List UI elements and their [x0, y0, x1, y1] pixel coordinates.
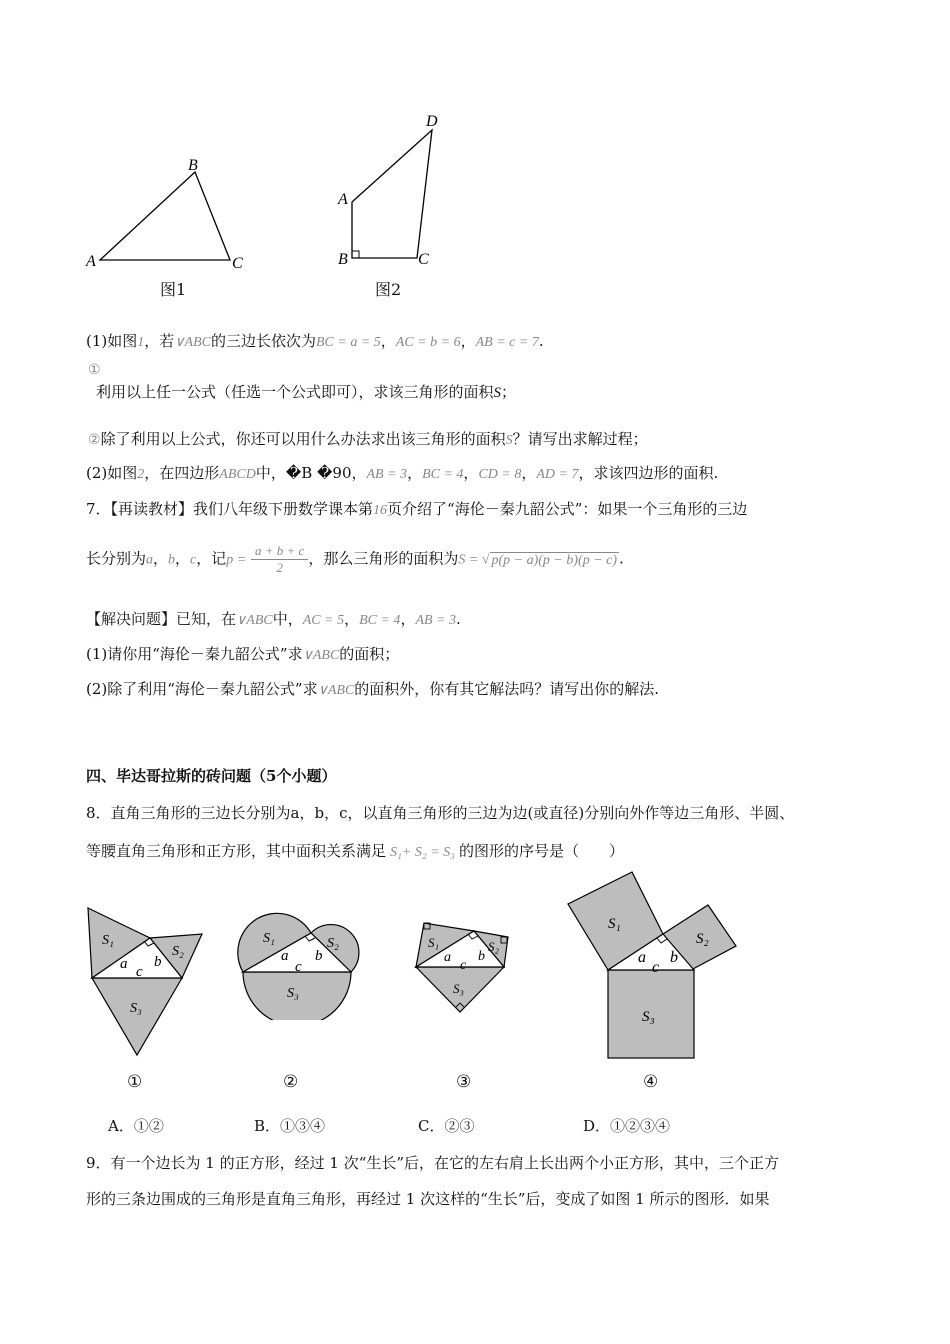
fig2-caption: 图2	[375, 280, 402, 299]
fig1-vertex-a: A	[86, 253, 96, 270]
p7-question-1: (1)请你用“海伦－秦九韶公式”求∨ABC的面积；	[86, 645, 400, 663]
p8-figure-2	[235, 905, 360, 1020]
svg-text:a: a	[638, 949, 646, 966]
p8-figure-4	[560, 866, 745, 1066]
section-4-heading: 四、毕达哥拉斯的砖问题（5个小题）	[86, 767, 337, 785]
fig1-caption: 图1	[160, 280, 187, 299]
fig2-vertex-b: B	[338, 251, 348, 268]
svg-text:c: c	[136, 964, 143, 980]
p6-sub2: ②除了利用以上公式，你还可以用什么办法求出该三角形的面积S？请写出求解过程；	[88, 430, 648, 448]
p8-figure-4-label: ④	[643, 1072, 659, 1092]
p6-question-1: (1)如图1，若∨ABC的三边长依次为BC = a = 5，AC = b = 6，AB = c = 7.	[86, 332, 544, 350]
svg-text:c: c	[652, 959, 660, 976]
p7-line-1: 7．【再读教材】我们八年级下册数学课本第16页介绍了“海伦－秦九韶公式”：如果一个三角形的三边	[86, 500, 748, 518]
fig2-vertex-a: A	[338, 191, 348, 208]
fig2-vertex-d: D	[426, 113, 438, 130]
svg-text:S₁: S₁	[263, 931, 275, 946]
p6-sub1: 利用以上任一公式（任选一个公式即可），求该三角形的面积S；	[96, 383, 517, 401]
svg-text:b: b	[478, 949, 485, 964]
svg-text:b: b	[670, 949, 678, 966]
p6-question-2: (2)如图2，在四边形ABCD中，�B �90，AB = 3，BC = 4，CD = 8，AD = 7，求该四边形的面积.	[86, 464, 719, 482]
svg-text:a: a	[120, 956, 128, 972]
heron-formula: S = √ p(p − a)(p − b)(p − c)	[458, 552, 618, 568]
p9-line-1: 9．有一个边长为 1 的正方形，经过 1 次“生长”后，在它的左右肩上长出两个小正方形，其中，三个正方	[86, 1154, 780, 1172]
svg-text:a: a	[281, 948, 289, 964]
svg-text:S₃: S₃	[130, 1001, 142, 1016]
fig1-vertex-c: C	[232, 255, 243, 272]
svg-text:b: b	[154, 954, 162, 970]
svg-text:S₂: S₂	[172, 944, 184, 959]
svg-text:S₃: S₃	[287, 986, 299, 1001]
p8-option-d[interactable]: D．①②③④	[583, 1117, 671, 1135]
p8-figure-1-label: ①	[127, 1072, 143, 1092]
p8-line-1: 8．直角三角形的三边长分别为a，b，c，以直角三角形的三边为边(或直径)分别向外作等边三角形、半圆、	[86, 804, 795, 822]
svg-text:S₂: S₂	[327, 936, 339, 951]
svg-text:a: a	[444, 950, 451, 965]
fig1-vertex-b: B	[188, 157, 198, 174]
p7-line-2: 长分别为a，b，c，记p = $\frac{a + b + c}{2}$ ，那么三角形的面积为S = √ p(p − a)(p − b)(p − c) .	[86, 543, 624, 575]
p7-question-2: (2)除了利用“海伦－秦九韶公式”求∨ABC的面积外，你有其它解法吗？请写出你的解法.	[86, 680, 660, 698]
svg-text:S₁: S₁	[428, 935, 440, 950]
svg-text:b: b	[315, 948, 323, 964]
p8-option-b[interactable]: B．①③④	[254, 1117, 326, 1135]
p6-sub1-marker: ①	[88, 362, 101, 378]
svg-text:S₃: S₃	[642, 1009, 655, 1025]
p8-line-2: 等腰直角三角形和正方形，其中面积关系满足 S₁+ S₂ = S₃ 的图形的序号是（ ）	[86, 842, 625, 860]
p8-figure-3	[408, 915, 518, 1025]
p7-solve: 【解决问题】已知，在∨ABC中，AC = 5，BC = 4，AB = 3.	[86, 610, 461, 628]
p9-line-2: 形的三条边围成的三角形是直角三角形，再经过 1 次这样的“生长”后，变成了如图 1 所示的图形．如果	[86, 1190, 770, 1208]
svg-text:c: c	[295, 959, 302, 975]
p8-option-c[interactable]: C．②③	[418, 1117, 475, 1135]
svg-text:S₃: S₃	[453, 981, 465, 996]
figure-2-quadrilateral	[330, 110, 450, 270]
svg-text:S₁: S₁	[608, 916, 621, 932]
svg-text:S₂: S₂	[696, 931, 709, 947]
p8-option-a[interactable]: A．①②	[108, 1117, 164, 1135]
p8-figure-1	[80, 900, 210, 1060]
p8-figure-2-label: ②	[283, 1072, 299, 1092]
svg-text:S₁: S₁	[102, 933, 114, 948]
svg-text:S₂: S₂	[488, 939, 500, 954]
svg-text:c: c	[460, 958, 467, 973]
p-fraction: $\frac{a + b + c}{2}$	[251, 543, 308, 576]
fig2-vertex-c: C	[418, 251, 429, 268]
p8-figure-3-label: ③	[456, 1072, 472, 1092]
